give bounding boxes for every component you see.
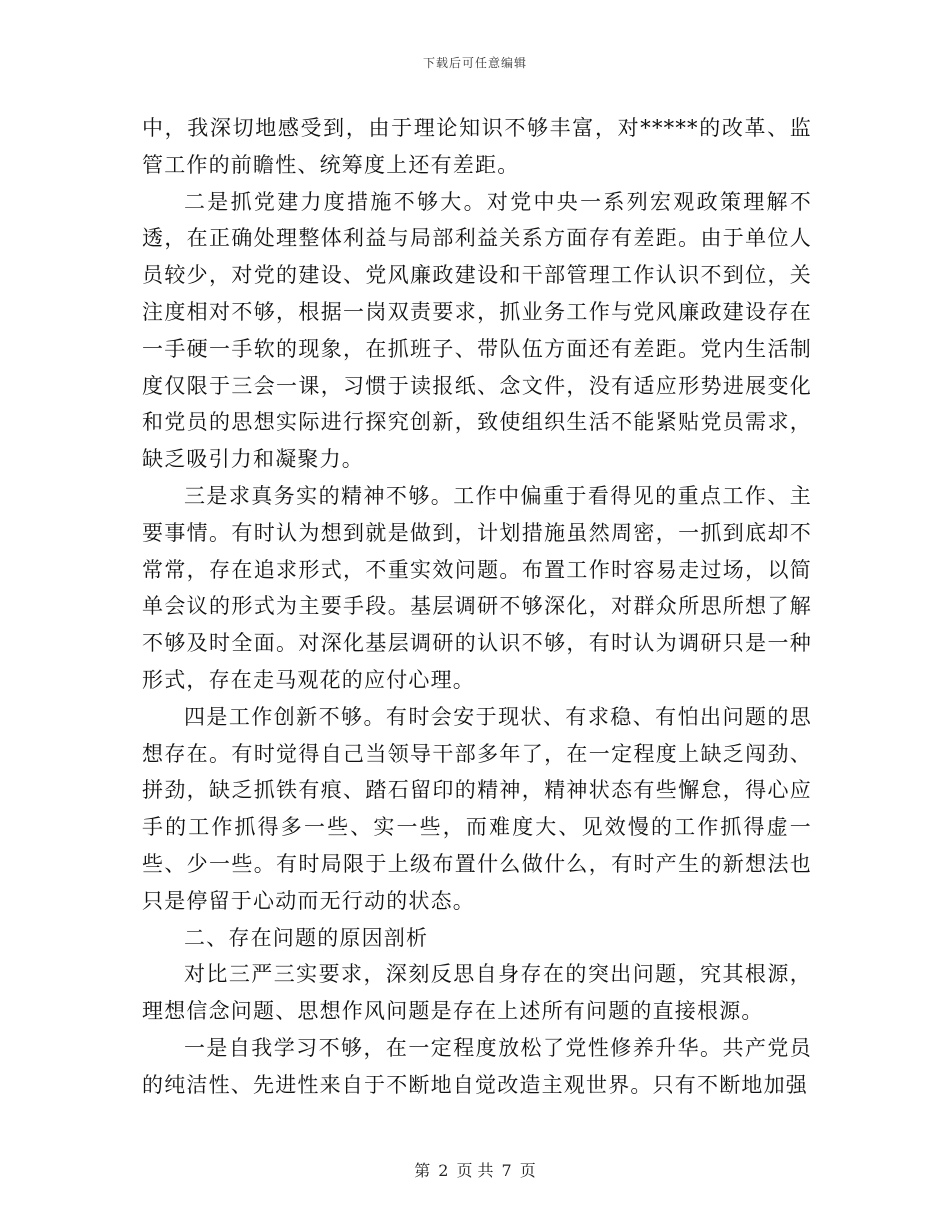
footer-middle: 页 共 (456, 1161, 494, 1180)
paragraph-party-building: 二是抓党建力度措施不够大。对党中央一系列宏观政策理解不透，在正确处理整体利益与局部利益关系方面存有差距。由于单位人员较少，对党的建设、党风廉政建设和干部管理工作认识不到位，关注度相对不够，根据一岗双责要求，抓业务工作与党风廉政建设存在一手硬一手软的现象，在抓班子、带队伍方面还有差距。党内生活制度仅限于三会一课，习惯于读报纸、念文件，没有适应形势进展变化和党员的思想实际进行探究创新，致使组织生活不能紧贴党员需求，缺乏吸引力和凝聚力。 (142, 189, 812, 472)
section-heading-cause-analysis: 二、存在问题的原因剖析 (184, 925, 429, 950)
page-footer (0, 1158, 950, 1181)
footer-page-number: 2 (438, 1161, 449, 1180)
paragraph-continuation: 中，我深切地感受到，由于理论知识不够丰富，对*****的改革、监管工作的前瞻性、统筹度上还有差距。 (142, 116, 812, 177)
paragraph-innovation: 四是工作创新不够。有时会安于现状、有求稳、有怕出问题的思想存在。有时觉得自己当领导干部多年了，在一定程度上缺乏闯劲、拼劲，缺乏抓铁有痕、踏石留印的精神，精神状态有些懈怠，得心应手的工作抓得多一些、实一些，而难度大、见效慢的工作抓得虚一些、少一些。有时局限于上级布置什么做什么，有时产生的新想法也只是停留于心动而无行动的状态。 (142, 704, 812, 913)
document-body (142, 110, 812, 1104)
paragraph-pragmatism: 三是求真务实的精神不够。工作中偏重于看得见的重点工作、主要事情。有时认为想到就是做到，计划措施虽然周密，一抓到底却不常常，存在追求形式，不重实效问题。布置工作时容易走过场，以简单会议的形式为主要手段。基层调研不够深化，对群众所思所想了解不够及时全面。对深化基层调研的认识不够，有时认为调研只是一种形式，存在走马观花的应付心理。 (142, 483, 812, 692)
paragraph-self-study: 一是自我学习不够，在一定程度放松了党性修养升华。共产党员的纯洁性、先进性来自于不断地自觉改造主观世界。只有不断地加强 (142, 1035, 812, 1097)
footer-prefix: 第 (414, 1161, 431, 1180)
paragraph-root-cause: 对比三严三实要求，深刻反思自身存在的突出问题，究其根源，理想信念问题、思想作风问题是存在上述所有问题的直接根源。 (142, 962, 812, 1024)
footer-total-pages: 7 (501, 1161, 512, 1180)
page-header-note: 下载后可任意编辑 (422, 56, 527, 70)
footer-suffix: 页 (519, 1161, 536, 1180)
